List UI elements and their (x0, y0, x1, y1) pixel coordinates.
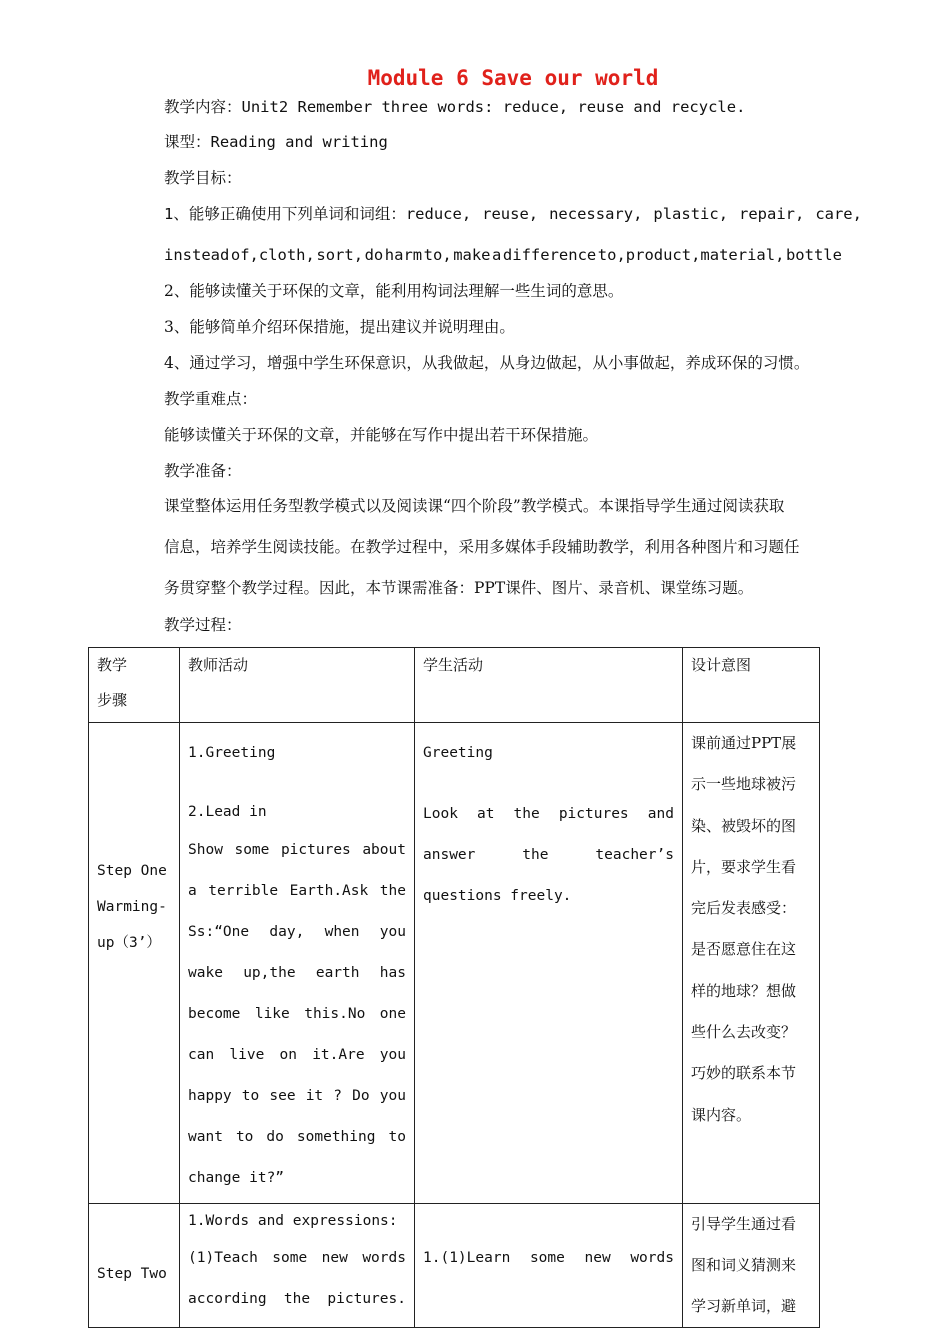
content-line: 教学内容：Unit2 Remember three words: reduce, reuse and recycle. (164, 98, 746, 116)
text-line (188, 912, 406, 953)
text-line (423, 835, 674, 876)
word: earth (315, 965, 360, 981)
word: up,the (243, 965, 296, 981)
word: one (379, 1006, 406, 1022)
text-line (188, 830, 406, 871)
key-points-heading: 教学重难点： (164, 390, 258, 408)
preparation-line-3: 务贯穿整个教学过程。因此，本节课需准备：PPT课件、图片、录音机、课堂练习题。 (164, 579, 754, 597)
word: the (379, 883, 406, 899)
word: wake (188, 965, 223, 981)
step-two-student-cell (415, 1204, 683, 1328)
word: see (269, 1088, 296, 1104)
word: reuse, (482, 205, 539, 223)
word: can (188, 1047, 215, 1063)
word: you (379, 924, 406, 940)
word: terrible (208, 883, 279, 899)
design-intent-lines (691, 1204, 811, 1327)
table-row (89, 1204, 820, 1328)
word: 1、能够正确使用下列单词和词组：reduce, (164, 205, 472, 223)
document-title: Module 6 Save our world (367, 66, 659, 90)
objective-2: 2、能够读懂关于环保的文章，能利用构词法理解一些生词的意思。 (164, 282, 624, 300)
word: pictures. (327, 1291, 406, 1307)
word: it.Are (312, 1047, 365, 1063)
objective-4: 4、通过学习，增强中学生环保意识，从我做起，从身边做起，从小事做起，养成环保的习惯。 (164, 354, 810, 372)
word: some (272, 1250, 308, 1266)
word: it (305, 1088, 324, 1104)
word: do (364, 246, 384, 264)
word: difference (502, 246, 597, 264)
text-line (188, 1238, 406, 1279)
word: 1.(1)Learn (423, 1250, 511, 1266)
text-line: 课内容。 (691, 1105, 752, 1124)
key-points: 能够读懂关于环保的文章，并能够在写作中提出若干环保措施。 (164, 426, 599, 444)
student-activity-lines (423, 794, 674, 876)
text-line: 样的地球？想做 (691, 981, 797, 1000)
word: to (235, 1129, 254, 1145)
text-line (188, 871, 406, 912)
word: live (229, 1047, 265, 1063)
text-line: 染、被毁坏的图 (691, 816, 797, 835)
table-row (89, 723, 820, 1204)
word: to (388, 1129, 406, 1145)
step-two-cell: Step Two (89, 1204, 180, 1328)
word: answer (423, 847, 476, 863)
word: want (188, 1129, 223, 1145)
step-one-cell: Step One Warming- up（3’） (89, 723, 180, 1204)
word: Show (188, 842, 223, 858)
word: a (188, 883, 197, 899)
word: become (188, 1006, 241, 1022)
word: necessary, (549, 205, 643, 223)
word: harm (384, 246, 423, 264)
step-two-design-cell (683, 1204, 820, 1328)
word: bottle (785, 246, 842, 264)
preparation-line-2: 信息，培养学生阅读技能。在教学过程中，采用多媒体手段辅助教学，利用各种图片和习题任 (164, 538, 800, 556)
step-one-teacher-cell: 1.Greeting 2.Lead in Show some pictures about a terrible Earth.Ask the Ss:“One day, when you wake up,the earth has become like this.No one can live on it.Are you happy to see it ? Do you want to do something to change it?” (180, 723, 415, 1204)
word: of,cloth, (230, 246, 315, 264)
word: the (513, 806, 540, 822)
student-activity-lines (423, 1238, 674, 1279)
word: pictures (280, 842, 351, 858)
word: Look (423, 806, 458, 822)
word: according (188, 1291, 267, 1307)
word: plastic, (653, 205, 729, 223)
text-line (188, 1117, 406, 1158)
word: happy (188, 1088, 232, 1104)
word: something (296, 1129, 376, 1145)
teacher-activity-lines (188, 1238, 406, 1320)
text-line (188, 1035, 406, 1076)
word: (1)Teach (188, 1250, 258, 1266)
word: you (379, 1088, 406, 1104)
word: when (324, 924, 360, 940)
word: you (379, 1047, 406, 1063)
word: on (279, 1047, 297, 1063)
word: words (630, 1250, 674, 1266)
step-one-student-cell: Greeting Look at the pictures and answer the teacher’s questions freely. (415, 723, 683, 1204)
preparation-line-1: 课堂整体运用任务型教学模式以及阅读课“四个阶段”教学模式。本课指导学生通过阅读获取 (164, 497, 785, 515)
word: care, (815, 205, 862, 223)
text-line: 是否愿意住在这 (691, 940, 797, 959)
word: about (362, 842, 406, 858)
word: at (477, 806, 495, 822)
objective-1b (164, 245, 842, 265)
text-line: 课前通过PPT展 (691, 734, 797, 752)
word: and (647, 806, 674, 822)
text-line (188, 1076, 406, 1117)
text-line: 图和词义猜测来 (691, 1256, 797, 1274)
text-line: 示一些地球被污 (691, 775, 797, 794)
text-line (423, 1238, 674, 1279)
word: to, (423, 246, 452, 264)
text-line: 片，要求学生看 (691, 857, 797, 876)
word: sort, (316, 246, 364, 264)
word: this.No (304, 1006, 366, 1022)
word: a (492, 246, 502, 264)
process-heading: 教学过程： (164, 616, 242, 634)
word: ? (333, 1088, 343, 1104)
teaching-process-table (88, 647, 820, 1328)
text-line: 引导学生通过看 (691, 1215, 797, 1233)
word: instead (164, 246, 230, 264)
word: like (254, 1006, 290, 1022)
step-one-design-cell (683, 723, 820, 1204)
header-teacher-activity: 教师活动 (180, 648, 415, 723)
objectives-heading: 教学目标： (164, 169, 242, 187)
objective-1a (164, 204, 862, 224)
word: some (234, 842, 270, 858)
header-student-activity: 学生活动 (415, 648, 683, 723)
text-line: 巧妙的联系本节 (691, 1064, 797, 1083)
course-type: 课型：Reading and writing (164, 133, 388, 151)
word: new (321, 1250, 348, 1266)
text-line (188, 994, 406, 1035)
text-line: 些什么去改变？ (691, 1023, 797, 1042)
word: make (453, 246, 491, 264)
word: the (283, 1291, 311, 1307)
word: Ss:“One (188, 924, 250, 940)
word: do (266, 1129, 284, 1145)
word: Earth.Ask (289, 883, 369, 899)
text-line: 学习新单词，避 (691, 1297, 797, 1315)
word: new (584, 1250, 611, 1266)
word: words (362, 1250, 406, 1266)
objective-3: 3、能够简单介绍环保措施，提出建议并说明理由。 (164, 318, 515, 336)
word: to,product,material, (597, 246, 785, 264)
table-header-row (89, 648, 820, 723)
word: Do (352, 1088, 370, 1104)
word: has (379, 965, 406, 981)
design-intent-lines (691, 723, 811, 1136)
text-line (188, 953, 406, 994)
text-line: 完后发表感受： (691, 899, 797, 918)
header-design-intent: 设计意图 (683, 648, 820, 723)
step-two-teacher-cell: 1.Words and expressions: (1)Teach some new words according the pictures. (180, 1204, 415, 1328)
word: teacher’s (595, 847, 674, 863)
header-step: 教学 步骤 (89, 648, 180, 723)
preparation-heading: 教学准备： (164, 462, 242, 480)
teacher-activity-lines (188, 830, 406, 1158)
word: the (522, 847, 549, 863)
word: day, (269, 924, 305, 940)
text-line (423, 794, 674, 835)
word: to (241, 1088, 260, 1104)
text-line (188, 1279, 406, 1320)
word: pictures (558, 806, 629, 822)
word: repair, (739, 205, 805, 223)
word: some (529, 1250, 565, 1266)
